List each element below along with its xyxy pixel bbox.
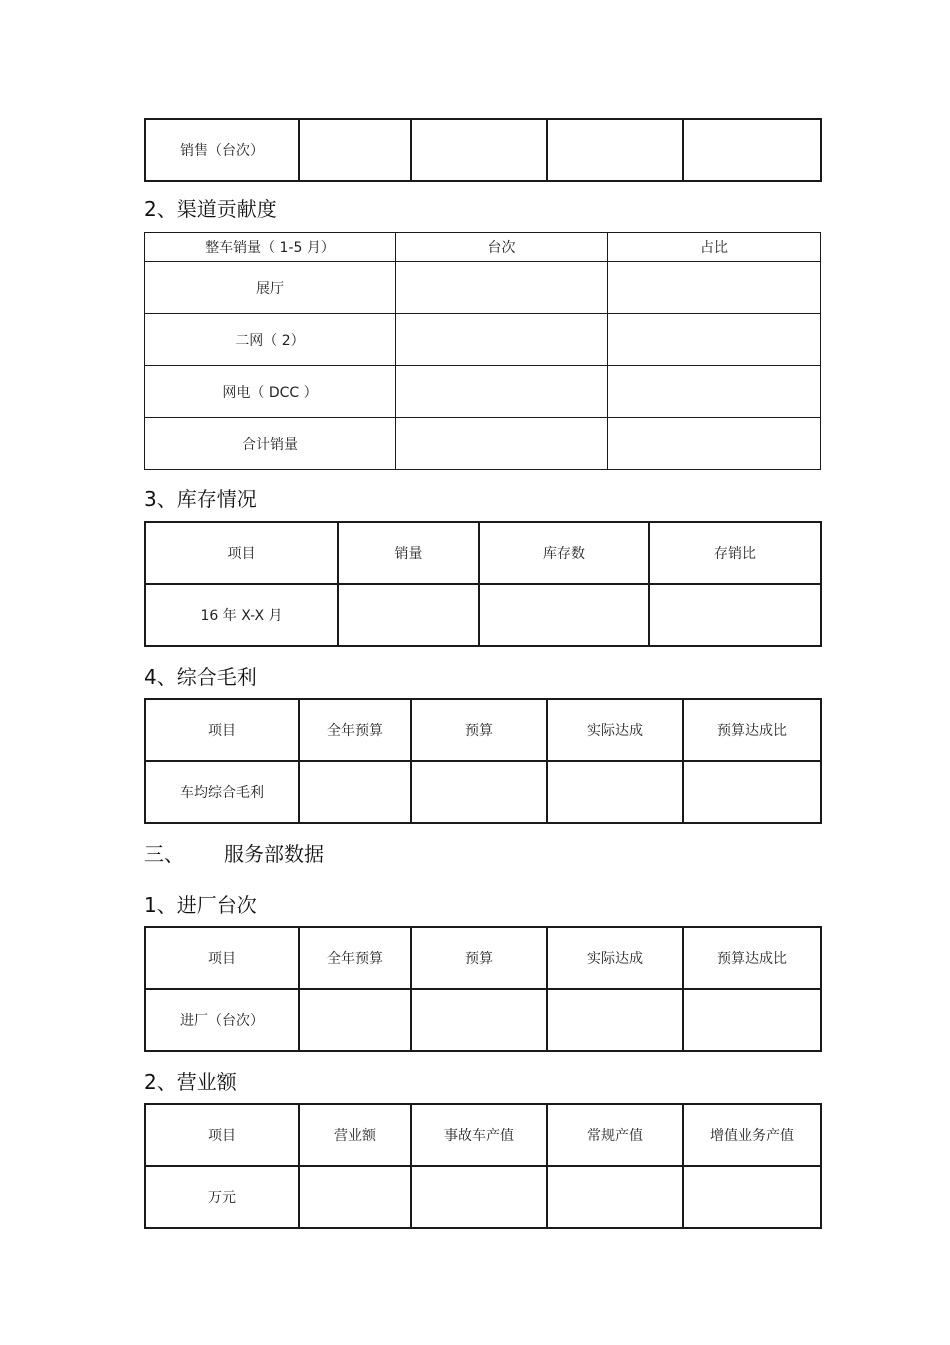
row-label: 二网（ 2） bbox=[145, 314, 396, 366]
table-row bbox=[145, 262, 821, 314]
header-cell: 事故车产值 bbox=[411, 1104, 547, 1166]
table-cell[interactable] bbox=[411, 989, 547, 1051]
table-cell[interactable] bbox=[608, 314, 821, 366]
inventory-table bbox=[144, 521, 822, 647]
header-cell: 整车销量（ 1-5 月） bbox=[145, 233, 396, 262]
header-cell: 项目 bbox=[145, 1104, 299, 1166]
header-cell: 预算 bbox=[411, 699, 547, 761]
table-cell[interactable] bbox=[396, 366, 608, 418]
header-cell: 实际达成 bbox=[547, 699, 683, 761]
channel-heading: 2、渠道贡献度 bbox=[144, 197, 277, 221]
row-label: 网电（ DCC ） bbox=[145, 366, 396, 418]
header-cell: 台次 bbox=[396, 233, 608, 262]
table-row bbox=[145, 1104, 821, 1166]
sales-table bbox=[144, 118, 822, 182]
table-row bbox=[145, 233, 821, 262]
table-cell[interactable] bbox=[649, 584, 821, 646]
table-cell[interactable] bbox=[299, 1166, 411, 1228]
section-title: 服务部数据 bbox=[224, 842, 324, 866]
gross-profit-table bbox=[144, 698, 822, 824]
header-cell: 全年预算 bbox=[299, 927, 411, 989]
table-cell[interactable] bbox=[396, 314, 608, 366]
table-row bbox=[145, 366, 821, 418]
table-cell[interactable] bbox=[608, 366, 821, 418]
table-cell[interactable] bbox=[608, 418, 821, 470]
header-cell: 增值业务产值 bbox=[683, 1104, 821, 1166]
table-row bbox=[145, 418, 821, 470]
table-cell[interactable] bbox=[547, 1166, 683, 1228]
header-cell: 预算达成比 bbox=[683, 699, 821, 761]
header-cell: 预算达成比 bbox=[683, 927, 821, 989]
row-label: 车均综合毛利 bbox=[145, 761, 299, 823]
row-label: 合计销量 bbox=[145, 418, 396, 470]
revenue-table bbox=[144, 1103, 822, 1229]
table-cell[interactable] bbox=[547, 989, 683, 1051]
header-cell: 销量 bbox=[338, 522, 479, 584]
table-row bbox=[145, 314, 821, 366]
header-cell: 实际达成 bbox=[547, 927, 683, 989]
table-cell[interactable] bbox=[411, 119, 547, 181]
table-row bbox=[145, 927, 821, 989]
table-cell[interactable] bbox=[683, 989, 821, 1051]
table-cell[interactable] bbox=[683, 119, 821, 181]
row-label: 进厂（台次） bbox=[145, 989, 299, 1051]
table-cell[interactable] bbox=[396, 418, 608, 470]
header-cell: 项目 bbox=[145, 522, 338, 584]
header-cell: 库存数 bbox=[479, 522, 649, 584]
header-cell: 全年预算 bbox=[299, 699, 411, 761]
table-cell[interactable] bbox=[479, 584, 649, 646]
table-cell[interactable] bbox=[299, 989, 411, 1051]
header-cell: 占比 bbox=[608, 233, 821, 262]
factory-entry-heading: 1、进厂台次 bbox=[144, 893, 257, 917]
row-label: 展厅 bbox=[145, 262, 396, 314]
header-cell: 存销比 bbox=[649, 522, 821, 584]
header-cell: 项目 bbox=[145, 699, 299, 761]
table-row bbox=[145, 699, 821, 761]
table-cell[interactable] bbox=[547, 119, 683, 181]
table-cell[interactable] bbox=[608, 262, 821, 314]
table-cell[interactable] bbox=[547, 761, 683, 823]
table-cell[interactable] bbox=[411, 1166, 547, 1228]
table-cell[interactable] bbox=[299, 761, 411, 823]
gross-profit-heading: 4、综合毛利 bbox=[144, 665, 257, 689]
row-label: 16 年 X-X 月 bbox=[145, 584, 338, 646]
channel-table bbox=[144, 232, 821, 470]
header-cell: 项目 bbox=[145, 927, 299, 989]
section-number: 三、 bbox=[144, 842, 184, 866]
table-cell[interactable] bbox=[299, 119, 411, 181]
table-cell[interactable] bbox=[683, 761, 821, 823]
table-cell[interactable] bbox=[411, 761, 547, 823]
row-label: 万元 bbox=[145, 1166, 299, 1228]
sales-row-label: 销售（台次） bbox=[145, 119, 299, 181]
header-cell: 预算 bbox=[411, 927, 547, 989]
inventory-heading: 3、库存情况 bbox=[144, 487, 257, 511]
header-cell: 营业额 bbox=[299, 1104, 411, 1166]
header-cell: 常规产值 bbox=[547, 1104, 683, 1166]
table-row bbox=[145, 119, 821, 181]
table-row bbox=[145, 989, 821, 1051]
table-row bbox=[145, 1166, 821, 1228]
table-row bbox=[145, 584, 821, 646]
table-cell[interactable] bbox=[338, 584, 479, 646]
factory-entry-table bbox=[144, 926, 822, 1052]
revenue-heading: 2、营业额 bbox=[144, 1070, 237, 1094]
service-section-heading bbox=[144, 838, 324, 867]
table-row bbox=[145, 522, 821, 584]
table-cell[interactable] bbox=[396, 262, 608, 314]
table-cell[interactable] bbox=[683, 1166, 821, 1228]
table-row bbox=[145, 761, 821, 823]
